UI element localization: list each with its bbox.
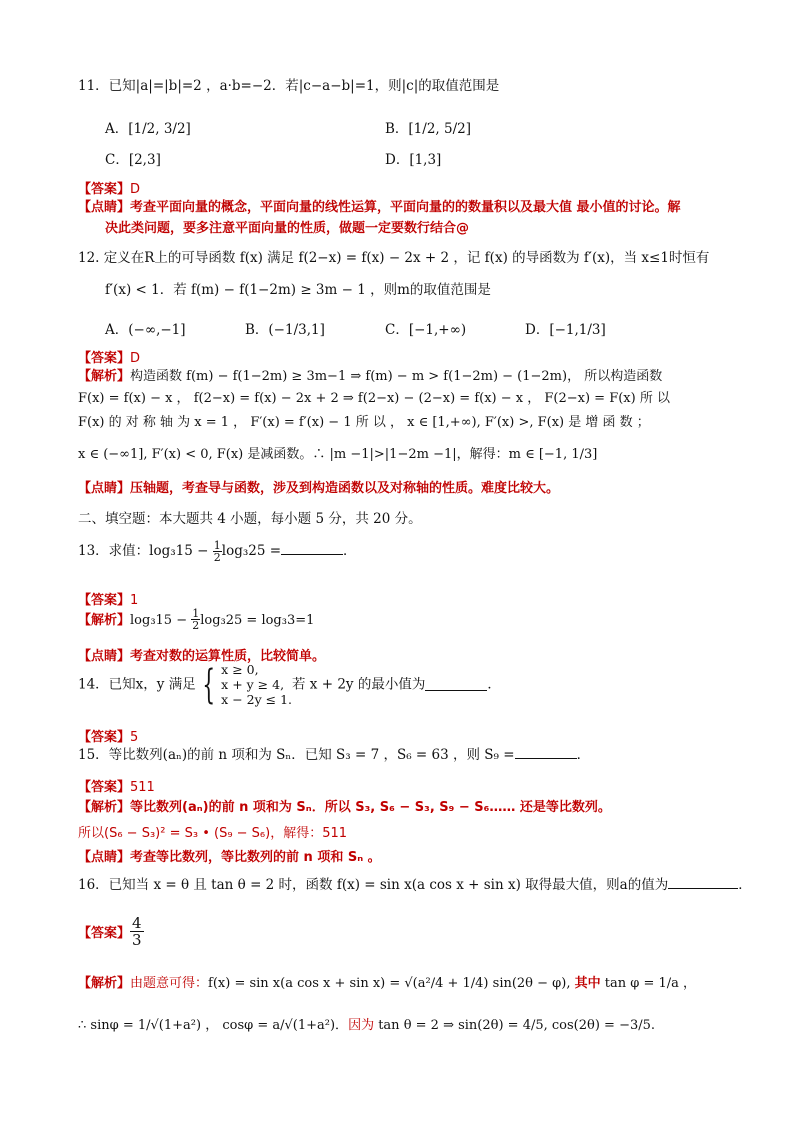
q16-analysis-cont: [78, 1014, 655, 1033]
q11-comment-line: [78, 196, 681, 215]
q13-stem-a: 13．求值：log₃15 −: [78, 543, 213, 559]
q12-answer-line: [78, 347, 140, 366]
q11-answer-line: [78, 178, 140, 197]
q11-comment-cont: 决此类问题，要多注意平面向量的性质，做题一定要数行结合@: [105, 221, 470, 236]
comment-text: 考查对数的运算性质，比较简单。: [130, 649, 326, 664]
q16-analysis-line: [78, 972, 696, 991]
q12-analysis-3: F(x) 的 对 称 轴 为 x = 1 ， F′(x) = f′(x) − 1 所 以 ， x ∈ [1,+∞), F′(x) >, F(x) 是 增 函 数 ；: [78, 415, 650, 430]
answer-label: 【答案】: [78, 593, 131, 608]
comment-label: 【点睛】: [78, 200, 131, 215]
answer-value: D: [130, 182, 141, 197]
q14-answer-line: [78, 726, 138, 745]
q13-stem: [78, 540, 357, 563]
comment-text: 考查平面向量的概念，平面向量的线性运算，平面向量的的数量积以及最大值 最小值的讨论。解: [130, 200, 681, 215]
answer-blank[interactable]: [668, 876, 738, 889]
q13-analysis-line: [78, 608, 314, 631]
punct: ．: [343, 543, 357, 559]
fraction: [213, 540, 222, 563]
numerator: 1: [213, 539, 221, 552]
q12-option-a: A．(−∞,−1]: [105, 322, 186, 338]
answer-value: 511: [130, 780, 155, 795]
analysis-label: 【解析】: [78, 976, 131, 991]
q12-option-b: B．(−1/3,1]: [245, 322, 325, 338]
q13-answer-line: [78, 589, 138, 608]
q15-stem-text: 15．等比数列(aₙ)的前 n 项和为 Sₙ．已知 S₃ = 7 ，S₆ = 63 ，则 S₉ =: [78, 747, 515, 763]
q16-answer-line: [78, 915, 144, 948]
q15-stem: [78, 746, 590, 764]
analysis-conj-2: 因为: [348, 1018, 375, 1033]
punct: ．: [738, 877, 752, 893]
q16-stem-text: 16．已知当 x = θ 且 tan θ = 2 时，函数 f(x) = sin x(a cos x + sin x) 取得最大值，则a的值为: [78, 877, 669, 893]
comment-label: 【点睛】: [78, 649, 131, 664]
analysis-a: log₃15 −: [130, 613, 192, 628]
analysis-formula: f(x) = sin x(a cos x + sin x) = √(a²/4 + 1/4) sin(2θ − φ),: [208, 976, 575, 991]
q12-stem-2: f′(x) < 1．若 f(m) − f(1−2m) ≥ 3m − 1 ，则m的取值范围是: [105, 282, 491, 298]
q12-analysis-2: F(x) = f(x) − x ， f(2−x) = f(x) − 2x + 2 ⇒ f(2−x) − (2−x) = f(x) − x ， F(2−x) = F(x) 所 以: [78, 391, 670, 406]
q12-analysis-1: [78, 365, 726, 384]
q12-option-d: D．[−1,1/3]: [525, 322, 606, 338]
q16-stem: [78, 876, 752, 894]
q12-option-c: C．[−1,+∞): [385, 322, 467, 338]
denominator: 2: [192, 619, 200, 632]
analysis-formula-2: tan φ = 1/a ，: [600, 976, 697, 991]
comment-text: 压轴题，考查导与函数，涉及到构造函数以及对称轴的性质。难度比较大。: [130, 481, 560, 496]
q15-analysis-line: [78, 796, 611, 815]
q11-option-c: C．[2,3]: [105, 152, 161, 168]
q12-stem-1: 12. 定义在R上的可导函数 f(x) 满足 f(2−x) = f(x) − 2x + 2 ，记 f(x) 的导函数为 f′(x)，当 x≤1时恒有: [78, 250, 710, 266]
answer-label: 【答案】: [78, 780, 131, 795]
brace: {: [202, 661, 215, 708]
punct: ．: [487, 676, 501, 693]
answer-blank[interactable]: [425, 678, 487, 691]
q15-answer-line: [78, 776, 155, 795]
q14-stem-a: 14．已知x，y 满足: [78, 676, 196, 693]
answer-value: 5: [130, 730, 139, 745]
analysis-label: 【解析】: [78, 369, 131, 384]
comment-text: 考查等比数列，等比数列的前 n 项和 Sₙ 。: [130, 850, 381, 865]
answer-value: D: [130, 351, 141, 366]
answer-label: 【答案】: [78, 926, 131, 941]
analysis-label: 【解析】: [78, 800, 131, 815]
numerator: 1: [192, 607, 200, 620]
analysis-text: 等比数列(aₙ)的前 n 项和为 Sₙ．所以 S₃, S₆ − S₃, S₉ − S₆…… 还是等比数列。: [130, 800, 611, 815]
analysis-formula-4: tan θ = 2 ⇒ sin(2θ) = 4/5, cos(2θ) = −3/5.: [374, 1018, 656, 1033]
q15-analysis-cont: 所以(S₆ − S₃)² = S₃ • (S₉ − S₆)，解得：511: [78, 826, 348, 841]
q11-option-b: B．[1/2, 5/2]: [385, 121, 471, 137]
answer-value: 1: [130, 593, 139, 608]
q14-stem-b: 若 x + 2y 的最小值为: [292, 676, 426, 693]
q12-comment-line: [78, 477, 559, 496]
constraint-system: [221, 662, 292, 707]
punct: ．: [576, 747, 591, 763]
q12-analysis-4: x ∈ (−∞1], F′(x) < 0, F(x) 是减函数。∴ |m −1|>|1−2m −1|，解得：m ∈ [−1, 1/3]: [78, 447, 598, 462]
q13-stem-b: log₃25 =: [221, 543, 282, 559]
answer-blank[interactable]: [281, 542, 343, 555]
answer-label: 【答案】: [78, 182, 131, 197]
denominator: 3: [132, 931, 142, 949]
constraint-3: x − 2y ≤ 1.: [221, 692, 293, 707]
answer-blank[interactable]: [515, 746, 577, 759]
fraction: [191, 608, 200, 631]
constraint-1: x ≥ 0,: [221, 662, 259, 677]
constraint-2: x + y ≥ 4,: [221, 677, 285, 692]
analysis-text: 构造函数 f(m) − f(1−2m) ≥ 3m−1 ⇒ f(m) − m > f(1−2m) − (1−2m)， 所以构造函数: [130, 369, 663, 384]
denominator: 2: [213, 551, 221, 564]
q11-stem: 11．已知|a|=|b|=2 ，a·b=−2．若|c−a−b|=1，则|c|的取值范围是: [78, 78, 500, 94]
answer-label: 【答案】: [78, 351, 131, 366]
numerator: 4: [132, 914, 142, 932]
analysis-intro: 由题意可得：: [130, 976, 209, 991]
analysis-label: 【解析】: [78, 613, 131, 628]
analysis-formula-3: ∴ sinφ = 1/√(1+a²) ， cosφ = a/√(1+a²)．: [78, 1018, 349, 1033]
comment-label: 【点睛】: [78, 850, 131, 865]
q11-option-d: D．[1,3]: [385, 152, 442, 168]
answer-fraction: [130, 915, 144, 948]
q15-comment-line: [78, 846, 381, 865]
comment-label: 【点睛】: [78, 481, 131, 496]
analysis-conj: 其中: [574, 976, 601, 991]
q14-stem: [78, 662, 501, 707]
analysis-b: log₃25 = log₃3=1: [200, 613, 315, 628]
q11-option-a: A．[1/2, 3/2]: [105, 121, 191, 137]
answer-label: 【答案】: [78, 730, 131, 745]
section-heading: 二、填空题：本大题共 4 小题，每小题 5 分，共 20 分。: [78, 511, 422, 527]
